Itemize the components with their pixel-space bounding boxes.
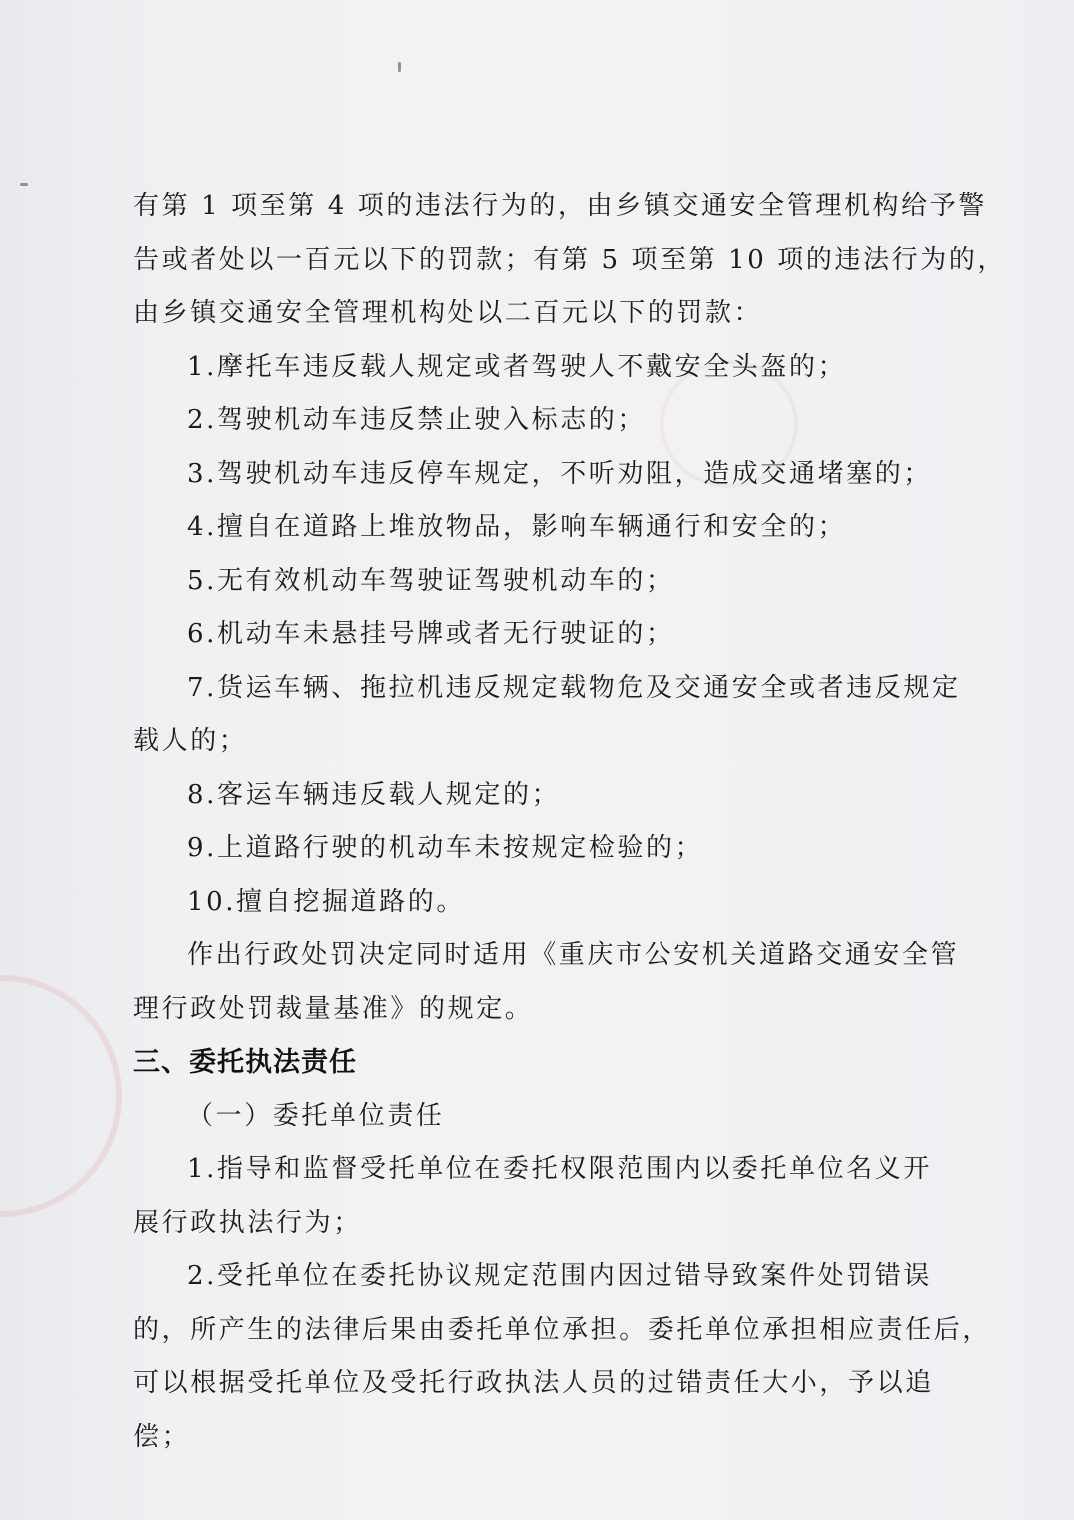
list-item: 1.指导和监督受托单位在委托权限范围内以委托单位名义开 <box>187 1154 933 1184</box>
list-item: 3.驾驶机动车违反停车规定，不听劝阻，造成交通堵塞的； <box>187 458 933 489</box>
body-line: 作出行政处罚决定同时适用《重庆市公安机关道路交通安全管 <box>187 940 960 970</box>
list-item: 2.受托单位在委托协议规定范围内因过错导致案件处罚错误 <box>187 1261 933 1291</box>
list-item-continuation: 偿； <box>133 1421 191 1452</box>
list-item: 7.货运车辆、拖拉机违反规定载物危及交通安全或者违反规定 <box>187 672 961 703</box>
bleed-through-seal <box>0 975 122 1217</box>
list-item-continuation: 载人的； <box>133 726 248 756</box>
list-item: 10.擅自挖掘道路的。 <box>187 886 465 917</box>
scan-speck <box>398 62 401 72</box>
list-item: 8.客运车辆违反载人规定的； <box>187 779 561 810</box>
section-heading: 三、委托执法责任 <box>133 1047 357 1078</box>
list-item: 4.擅自在道路上堆放物品，影响车辆通行和安全的； <box>187 512 847 542</box>
list-item: 9.上道路行驶的机动车未按规定检验的； <box>187 833 704 863</box>
document-body <box>133 180 1007 1464</box>
list-item-continuation: 展行政执法行为； <box>133 1207 362 1238</box>
subsection-heading: （一）委托单位责任 <box>187 1100 445 1131</box>
list-item: 5.无有效机动车驾驶证驾驶机动车的； <box>187 565 675 596</box>
list-item: 1.摩托车违反载人规定或者驾驶人不戴安全头盔的； <box>187 351 847 382</box>
body-line: 理行政处罚裁量基准》的规定。 <box>133 993 534 1024</box>
scan-speck <box>20 183 28 186</box>
body-line: 告或者处以一百元以下的罚款；有第 5 项至第 10 项的违法行为的， <box>133 244 1007 275</box>
body-line: 由乡镇交通安全管理机构处以二百元以下的罚款： <box>133 298 763 328</box>
list-item: 6.机动车未悬挂号牌或者无行驶证的； <box>187 619 675 649</box>
list-item-continuation: 可以根据受托单位及受托行政执法人员的过错责任大小，予以追 <box>133 1368 934 1398</box>
list-item: 2.驾驶机动车违反禁止驶入标志的； <box>187 405 647 435</box>
body-line: 有第 1 项至第 4 项的违法行为的，由乡镇交通安全管理机构给予警 <box>133 191 987 221</box>
list-item-continuation: 的，所产生的法律后果由委托单位承担。委托单位承担相应责任后， <box>133 1314 992 1345</box>
